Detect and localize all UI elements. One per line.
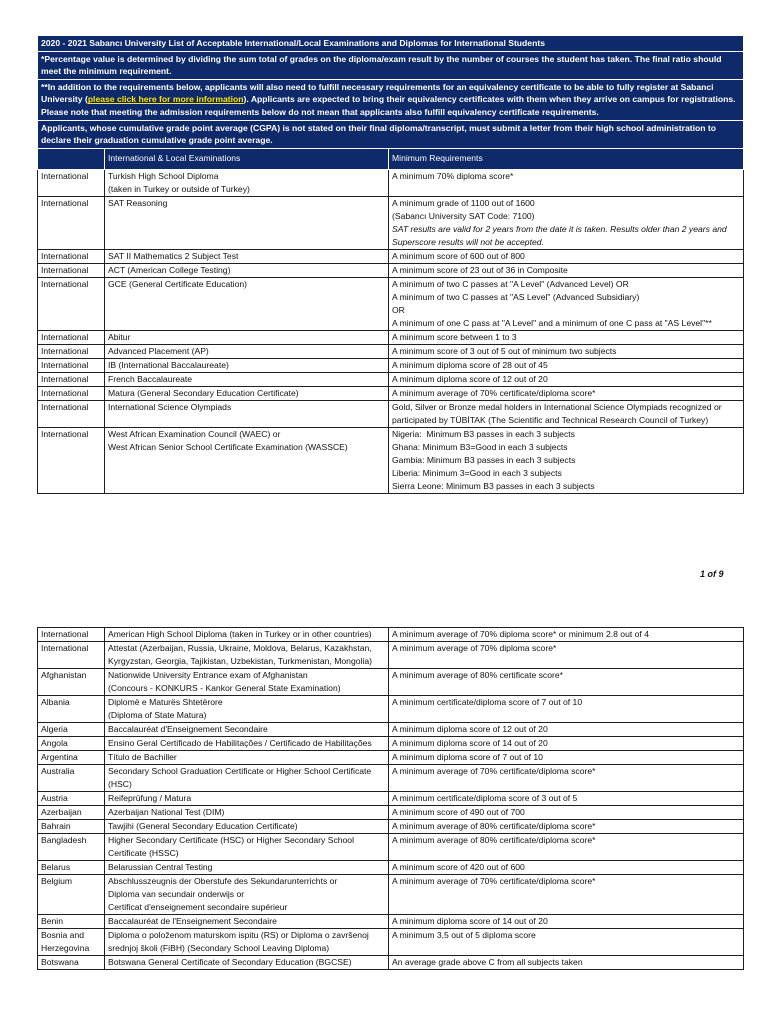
exam-cell: Baccalauréat de l'Enseignement Secondaire <box>105 915 389 929</box>
column-header-requirements: Minimum Requirements <box>389 148 744 169</box>
requirement-cell: A minimum average of 70% certificate/diploma score* <box>389 875 744 915</box>
requirement-cell: A minimum score between 1 to 3 <box>389 330 744 344</box>
table-row <box>38 196 744 249</box>
country-cell: International <box>38 386 105 400</box>
requirement-cell: A minimum average of 70% certificate/diploma score* <box>389 765 744 792</box>
note-cgpa: Applicants, whose cumulative grade point average (CGPA) is not stated on their final diploma/transcript, must submit a letter from their high school administration to declare their graduation cumulative grade point average. <box>38 120 744 148</box>
table-row <box>38 875 744 915</box>
exam-cell: Abitur <box>105 330 389 344</box>
document-page-1 <box>37 35 743 494</box>
table-row <box>38 834 744 861</box>
country-cell: International <box>38 642 105 669</box>
requirement-cell: A minimum average of 80% certificate/diploma score* <box>389 834 744 861</box>
requirement-cell: A minimum 3,5 out of 5 diploma score <box>389 929 744 956</box>
table-row <box>38 792 744 806</box>
table-row <box>38 723 744 737</box>
exam-cell: SAT Reasoning <box>105 196 389 249</box>
exam-cell: Attestat (Azerbaijan, Russia, Ukraine, Moldova, Belarus, Kazakhstan, Kyrgyzstan, Georgia, Tajikistan, Uzbekistan, Turkmenistan, Mongolia) <box>105 642 389 669</box>
exam-cell: West African Examination Council (WAEC) or West African Senior School Certificate Examination (WASSCE) <box>105 427 389 493</box>
country-cell: Angola <box>38 737 105 751</box>
country-cell: International <box>38 330 105 344</box>
exam-cell: SAT II Mathematics 2 Subject Test <box>105 249 389 263</box>
table-row <box>38 806 744 820</box>
table-row <box>38 861 744 875</box>
requirement-cell: A minimum diploma score of 12 out of 20 <box>389 372 744 386</box>
table-row <box>38 427 744 493</box>
requirement-cell: A minimum score of 3 out of 5 out of minimum two subjects <box>389 344 744 358</box>
requirement-cell: A minimum diploma score of 28 out of 45 <box>389 358 744 372</box>
table-row <box>38 669 744 696</box>
country-cell: Belarus <box>38 861 105 875</box>
table-row <box>38 751 744 765</box>
exam-cell: International Science Olympiads <box>105 400 389 427</box>
country-cell: International <box>38 249 105 263</box>
requirement-cell: A minimum average of 70% diploma score* or minimum 2.8 out of 4 <box>389 628 744 642</box>
exam-cell: Baccalauréat d'Enseignement Secondaire <box>105 723 389 737</box>
requirement-cell: A minimum average of 80% certificate/diploma score* <box>389 820 744 834</box>
table-row <box>38 696 744 723</box>
requirement-cell: A minimum diploma score of 14 out of 20 <box>389 915 744 929</box>
exam-cell: IB (International Baccalaureate) <box>105 358 389 372</box>
country-cell: International <box>38 372 105 386</box>
table-row <box>38 330 744 344</box>
table-row <box>38 929 744 956</box>
country-cell: Austria <box>38 792 105 806</box>
requirement-cell: A minimum diploma score of 14 out of 20 <box>389 737 744 751</box>
table-row <box>38 737 744 751</box>
exam-cell: GCE (General Certificate Education) <box>105 277 389 330</box>
table-row <box>38 169 744 196</box>
requirement-cell: A minimum score of 23 out of 36 in Composite <box>389 263 744 277</box>
exam-cell: Diplomë e Maturës Shtetërore (Diploma of State Matura) <box>105 696 389 723</box>
country-cell: Australia <box>38 765 105 792</box>
requirement-note: SAT results are valid for 2 years from the date it is taken. Results older than 2 years and Superscore results will not be accepted. <box>392 223 730 247</box>
country-cell: International <box>38 427 105 493</box>
table-row <box>38 915 744 929</box>
country-cell: Benin <box>38 915 105 929</box>
exam-table-page-2 <box>37 627 744 970</box>
exam-cell: Diploma o položenom maturskom ispitu (RS) or Diploma o završenoj srednjoj školi (FiBH) (Secondary School Leaving Diploma) <box>105 929 389 956</box>
exam-cell: Reifeprüfung / Matura <box>105 792 389 806</box>
table-title: 2020 - 2021 Sabancı University List of Acceptable International/Local Examinations and Diplomas for International Students <box>38 36 744 52</box>
requirement-cell: A minimum grade of 1100 out of 1600 (Sabancı University SAT Code: 7100) SAT results are valid for 2 years from the date it is taken. Results older than 2 years and Superscore results will not be accepted. <box>389 196 744 249</box>
table-row <box>38 642 744 669</box>
country-cell: Afghanistan <box>38 669 105 696</box>
requirement-cell: Nigeria: Minimum B3 passes in each 3 subjects Ghana: Minimum B3=Good in each 3 subjects Gambia: Minimum B3 passes in each 3 subjects Liberia: Minimum 3=Good in each 3 subjects Sierra Leone: Minimum B3 passes in each 3 subjects <box>389 427 744 493</box>
requirement-cell: A minimum score of 420 out of 600 <box>389 861 744 875</box>
table-row <box>38 372 744 386</box>
requirement-cell: A minimum score of 600 out of 800 <box>389 249 744 263</box>
country-cell: Botswana <box>38 956 105 970</box>
exam-cell: Higher Secondary Certificate (HSC) or Higher Secondary School Certificate (HSSC) <box>105 834 389 861</box>
header-blank-cell <box>38 148 105 169</box>
requirement-cell: A minimum diploma score of 7 out of 10 <box>389 751 744 765</box>
table-row <box>38 263 744 277</box>
country-cell: Argentina <box>38 751 105 765</box>
page-number: 1 of 9 <box>700 569 724 579</box>
exam-cell: Tawjihi (General Secondary Education Certificate) <box>105 820 389 834</box>
exam-cell: Ensino Geral Certificado de Habilitações / Certificado de Habilitações <box>105 737 389 751</box>
table-row <box>38 249 744 263</box>
table-row <box>38 628 744 642</box>
exam-cell: Abschlusszeugnis der Oberstufe des Sekundarunterrichts or Diploma van secundair onderwijs or Certificat d'enseignement secondaire supérieur <box>105 875 389 915</box>
requirement-cell: A minimum of two C passes at "A Level" (Advanced Level) OR A minimum of two C passes at "AS Level" (Advanced Subsidiary) OR A minimum of one C pass at "A Level" and a minimum of one C pass at "AS Level"** <box>389 277 744 330</box>
exam-cell: Turkish High School Diploma (taken in Turkey or outside of Turkey) <box>105 169 389 196</box>
country-cell: Algeria <box>38 723 105 737</box>
exam-cell: Advanced Placement (AP) <box>105 344 389 358</box>
exam-cell: Azerbaijan National Test (DIM) <box>105 806 389 820</box>
country-cell: Bahrain <box>38 820 105 834</box>
country-cell: International <box>38 196 105 249</box>
country-cell: International <box>38 628 105 642</box>
table-row <box>38 765 744 792</box>
document-page-2 <box>37 627 743 970</box>
exam-cell: ACT (American College Testing) <box>105 263 389 277</box>
note-percentage: *Percentage value is determined by dividing the sum total of grades on the diploma/exam result by the number of courses the student has taken. The final ratio should meet the minimum requirement. <box>38 51 744 79</box>
requirement-cell: A minimum average of 70% certificate/diploma score* <box>389 386 744 400</box>
country-cell: Azerbaijan <box>38 806 105 820</box>
country-cell: International <box>38 358 105 372</box>
requirement-cell: A minimum score of 490 out of 700 <box>389 806 744 820</box>
table-row <box>38 956 744 970</box>
requirement-cell: A minimum certificate/diploma score of 3 out of 5 <box>389 792 744 806</box>
requirement-cell: A minimum average of 70% diploma score* <box>389 642 744 669</box>
exam-table-page-1 <box>37 35 744 494</box>
more-info-link[interactable]: please click here for more information <box>87 94 244 105</box>
table-row <box>38 400 744 427</box>
requirement-cell: A minimum 70% diploma score* <box>389 169 744 196</box>
exam-cell: French Baccalaureate <box>105 372 389 386</box>
table-row <box>38 820 744 834</box>
exam-cell: Título de Bachiller <box>105 751 389 765</box>
exam-cell: Botswana General Certificate of Secondary Education (BGCSE) <box>105 956 389 970</box>
table-row <box>38 358 744 372</box>
country-cell: Bosnia and Herzegovina <box>38 929 105 956</box>
country-cell: International <box>38 277 105 330</box>
note-equivalency: **In addition to the requirements below, applicants will also need to fulfill necessary requirements for an equivalency certificate to be able to fully register at Sabanci University (please click here for more information). Applicants are expected to bring their equivalency certificates with them when they arrive on campus for registrations. Please note that meeting the admission requirements below do not mean that applicants also fulfill equivalency certificate requirements. <box>38 79 744 120</box>
country-cell: Bangladesh <box>38 834 105 861</box>
table-row <box>38 386 744 400</box>
country-cell: International <box>38 400 105 427</box>
country-cell: International <box>38 263 105 277</box>
requirement-cell: A minimum average of 80% certificate score* <box>389 669 744 696</box>
requirement-cell: A minimum certificate/diploma score of 7 out of 10 <box>389 696 744 723</box>
exam-cell: Matura (General Secondary Education Certificate) <box>105 386 389 400</box>
country-cell: Belgium <box>38 875 105 915</box>
exam-cell: American High School Diploma (taken in Turkey or in other countries) <box>105 628 389 642</box>
exam-cell: Secondary School Graduation Certificate or Higher School Certificate (HSC) <box>105 765 389 792</box>
exam-cell: Belarussian Central Testing <box>105 861 389 875</box>
table-row <box>38 344 744 358</box>
country-cell: International <box>38 344 105 358</box>
column-header-exam: International & Local Examinations <box>105 148 389 169</box>
exam-cell: Nationwide University Entrance exam of Afghanistan (Concours - KONKURS - Kankor General State Examination) <box>105 669 389 696</box>
requirement-cell: Gold, Silver or Bronze medal holders in International Science Olympiads recognized or participated by TÜBİTAK (The Scientific and Technical Research Council of Turkey) <box>389 400 744 427</box>
requirement-cell: An average grade above C from all subjects taken <box>389 956 744 970</box>
country-cell: International <box>38 169 105 196</box>
table-row <box>38 277 744 330</box>
requirement-cell: A minimum diploma score of 12 out of 20 <box>389 723 744 737</box>
country-cell: Albania <box>38 696 105 723</box>
